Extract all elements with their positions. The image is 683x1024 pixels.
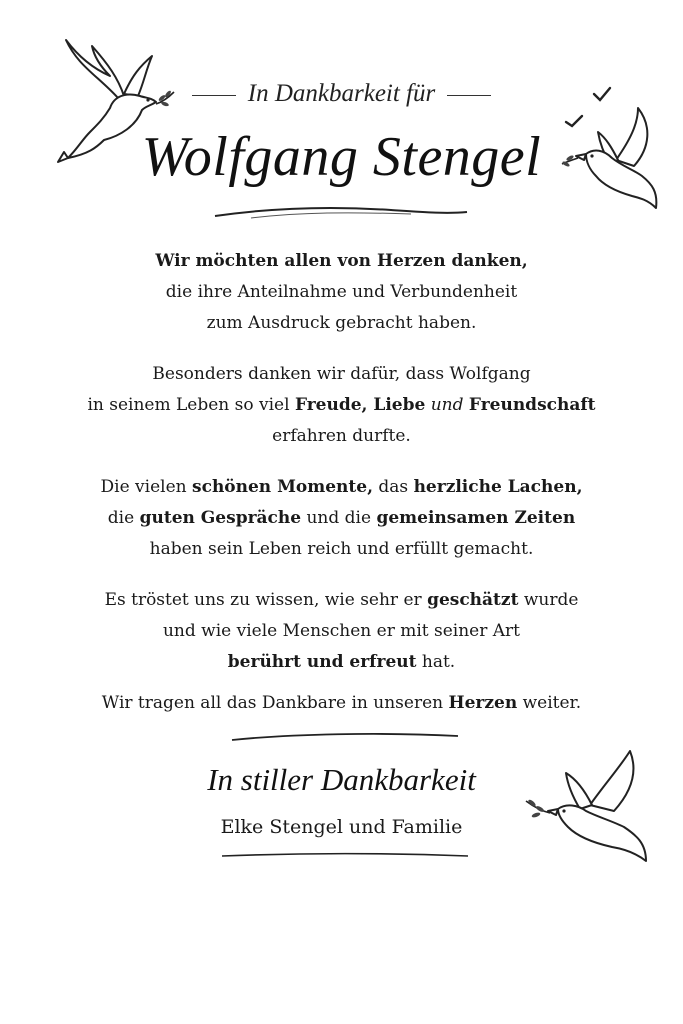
text-line: berührt und erfreut hat. (227, 652, 456, 672)
flourish-divider (220, 850, 470, 860)
flourish-divider (230, 730, 460, 744)
paragraph-moments (0, 472, 683, 565)
text-line: die guten Gespräche und die gemeinsamen Zeiten (107, 508, 576, 528)
dove-icon (520, 745, 660, 867)
text-line: erfahren durfte. (272, 426, 411, 446)
heading-rule-left (192, 95, 236, 97)
paragraph-thanks (0, 246, 683, 339)
paragraph-comfort (0, 585, 683, 678)
page-heading (0, 80, 683, 108)
closing-line: In stiller Dankbarkeit (207, 762, 476, 797)
text-line: die ihre Anteilnahme und Verbundenheit (165, 282, 518, 302)
paragraph-life (0, 359, 683, 452)
heading-text: In Dankbarkeit für (247, 80, 436, 107)
text-line: haben sein Leben reich und erfüllt gemacht. (149, 539, 534, 559)
flourish-divider (211, 200, 471, 222)
heading-rule-right (447, 95, 491, 97)
text-line: Wir tragen all das Dankbare in unseren Herzen weiter. (101, 693, 582, 713)
text-line: in seinem Leben so viel Freude, Liebe und Freundschaft (87, 395, 596, 415)
paragraph-hearts (0, 688, 683, 719)
text-line: Die vielen schönen Momente, das herzliche Lachen, (100, 477, 583, 497)
text-line: Besonders danken wir dafür, dass Wolfgang (152, 364, 531, 384)
text-line: Es tröstet uns zu wissen, wie sehr er geschätzt wurde (104, 590, 579, 610)
text-line: und wie viele Menschen er mit seiner Art (162, 621, 521, 641)
text-line: Wir möchten allen von Herzen danken, (155, 251, 528, 271)
signature: Elke Stengel und Familie (220, 816, 463, 838)
text-line: zum Ausdruck gebracht haben. (206, 313, 477, 333)
deceased-name: Wolfgang Stengel (141, 126, 542, 188)
